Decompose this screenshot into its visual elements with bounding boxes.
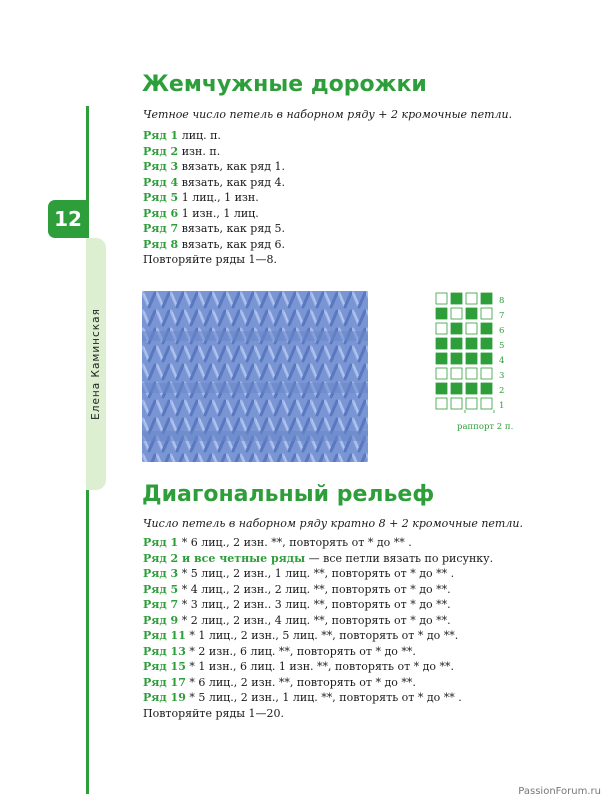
instruction-row — [143, 237, 285, 253]
chart-row-number: 4 — [499, 356, 505, 366]
chart-cell — [466, 308, 477, 319]
chart-cell — [451, 308, 462, 319]
row-label: Ряд 19 — [143, 691, 186, 704]
chart-cell — [451, 383, 462, 394]
row-label: Ряд 13 — [143, 644, 186, 658]
chart-cell — [436, 368, 447, 379]
row-label: Ряд 5 — [143, 582, 179, 596]
row-text: Повторяйте ряды 1—8. — [143, 253, 278, 266]
chart-cell — [481, 383, 492, 394]
row-label: Ряд 5 — [143, 191, 179, 204]
chart-cell — [436, 353, 447, 364]
row-text: вязать, как ряд 5. — [178, 222, 286, 235]
pattern2-instructions — [143, 535, 493, 721]
chart-cell — [481, 323, 492, 334]
instruction-row — [143, 690, 493, 706]
chart-cell — [466, 293, 477, 304]
instruction-row — [143, 613, 493, 629]
instruction-row — [143, 159, 285, 175]
row-text: изн. п. — [178, 144, 221, 158]
chart-row-number: 2 — [499, 386, 505, 396]
row-text: 1 изн., 1 лиц. — [178, 206, 259, 220]
chart-cell — [451, 368, 462, 379]
chart-cell — [451, 293, 462, 304]
row-text: * 2 изн., 6 лиц. **, повторять от * до **. — [185, 644, 416, 658]
row-text: * 6 лиц., 2 изн. **, повторять от * до ** . — [178, 536, 412, 549]
chart-row-number: 6 — [499, 326, 505, 336]
chart-cell — [451, 338, 462, 349]
row-label: Ряд 3 — [143, 567, 179, 580]
chart-cell — [436, 383, 447, 394]
row-label: Ряд 17 — [143, 675, 186, 689]
row-label: Ряд 6 — [143, 206, 179, 220]
repeat-bracket — [465, 410, 494, 413]
chart-cell — [481, 368, 492, 379]
instruction-row — [143, 144, 285, 160]
instruction-row — [143, 206, 285, 222]
chart-cell — [466, 368, 477, 379]
row-text: Повторяйте ряды 1—20. — [143, 706, 285, 720]
chart-row-number: 7 — [499, 311, 505, 321]
row-text: * 4 лиц., 2 изн., 2 лиц. **, повторять от * до **. — [178, 582, 451, 596]
chart-row-number: 1 — [499, 401, 505, 411]
instruction-row — [143, 175, 285, 191]
instruction-row — [143, 128, 285, 144]
row-label: Ряд 7 — [143, 222, 179, 235]
page-number: 12 — [48, 200, 88, 238]
row-label: Ряд 15 — [143, 660, 186, 673]
instruction-row — [143, 535, 493, 551]
row-label: Ряд 1 — [143, 129, 179, 142]
repeat-caption: раппорт 2 п. — [457, 422, 514, 432]
row-text: лиц. п. — [178, 129, 221, 142]
chart-grid — [432, 291, 522, 413]
pattern1-title: Жемчужные дорожки — [142, 72, 427, 97]
row-text: * 5 лиц., 2 изн., 1 лиц. **, повторять от * до ** . — [185, 691, 462, 704]
chart-cell — [466, 398, 477, 409]
pattern1-instructions — [143, 128, 285, 268]
instruction-row — [143, 675, 493, 691]
row-text: * 5 лиц., 2 изн., 1 лиц. **, повторять от * до ** . — [178, 567, 455, 580]
chart-cell — [481, 353, 492, 364]
row-text: * 3 лиц., 2 изн.. 3 лиц. **, повторять от * до **. — [178, 598, 451, 611]
chart-cell — [481, 398, 492, 409]
chart-cell — [436, 398, 447, 409]
row-text: вязать, как ряд 1. — [178, 160, 286, 173]
pattern2-title: Диагональный рельеф — [142, 482, 435, 507]
chart-cell — [481, 338, 492, 349]
chart-cell — [436, 323, 447, 334]
row-label: Ряд 7 — [143, 598, 179, 611]
author-vertical — [86, 238, 106, 490]
row-text: * 2 лиц., 2 изн., 4 лиц. **, повторять от * до **. — [178, 613, 451, 627]
row-label: Ряд 9 — [143, 613, 179, 627]
row-label: Ряд 2 и все четные ряды — [143, 551, 306, 565]
chart-cell — [451, 353, 462, 364]
chart-cell — [436, 308, 447, 319]
knit-sample-photo — [142, 291, 368, 462]
row-text: 1 лиц., 1 изн. — [178, 191, 259, 204]
instruction-row — [143, 597, 493, 613]
chart-cell — [466, 353, 477, 364]
instruction-row — [143, 190, 285, 206]
instruction-row — [143, 659, 493, 675]
knitting-chart — [432, 291, 522, 417]
row-label: Ряд 3 — [143, 160, 179, 173]
chart-cell — [481, 308, 492, 319]
row-text: * 1 лиц., 2 изн., 5 лиц. **, повторять от * до **. — [185, 629, 459, 642]
chart-row-number: 8 — [499, 296, 505, 306]
instruction-row — [143, 706, 493, 722]
knit-texture — [142, 291, 368, 462]
chart-cell — [466, 323, 477, 334]
instruction-row — [143, 221, 285, 237]
pattern1-subtitle: Четное число петель в наборном ряду + 2 кромочные петли. — [143, 108, 513, 121]
chart-cell — [451, 398, 462, 409]
chart-cell — [436, 338, 447, 349]
instruction-row — [143, 644, 493, 660]
row-label: Ряд 4 — [143, 175, 179, 189]
instruction-row — [143, 252, 285, 268]
chart-cell — [466, 383, 477, 394]
row-text: вязать, как ряд 4. — [178, 175, 286, 189]
row-label: Ряд 2 — [143, 144, 179, 158]
chart-cell — [436, 293, 447, 304]
row-text: * 6 лиц., 2 изн. **, повторять от * до **. — [185, 675, 416, 689]
instruction-row — [143, 628, 493, 644]
row-label: Ряд 1 — [143, 536, 179, 549]
watermark: PassionForum.ru — [518, 786, 601, 797]
chart-cell — [466, 338, 477, 349]
chart-row-number: 3 — [499, 371, 505, 381]
instruction-row — [143, 566, 493, 582]
author-name: Елена Каминская — [90, 308, 102, 420]
chart-cell — [481, 293, 492, 304]
pattern2-subtitle: Число петель в наборном ряду кратно 8 + 2 кромочные петли. — [143, 517, 523, 530]
instruction-row — [143, 582, 493, 598]
chart-cell — [451, 323, 462, 334]
row-label: Ряд 8 — [143, 237, 179, 251]
row-text: вязать, как ряд 6. — [178, 237, 286, 251]
row-text: * 1 изн., 6 лиц. 1 изн. **, повторять от * до **. — [185, 660, 455, 673]
instruction-row — [143, 551, 493, 567]
row-label: Ряд 11 — [143, 629, 186, 642]
chart-row-number: 5 — [499, 341, 505, 351]
row-text: — все петли вязать по рисунку. — [305, 551, 494, 565]
